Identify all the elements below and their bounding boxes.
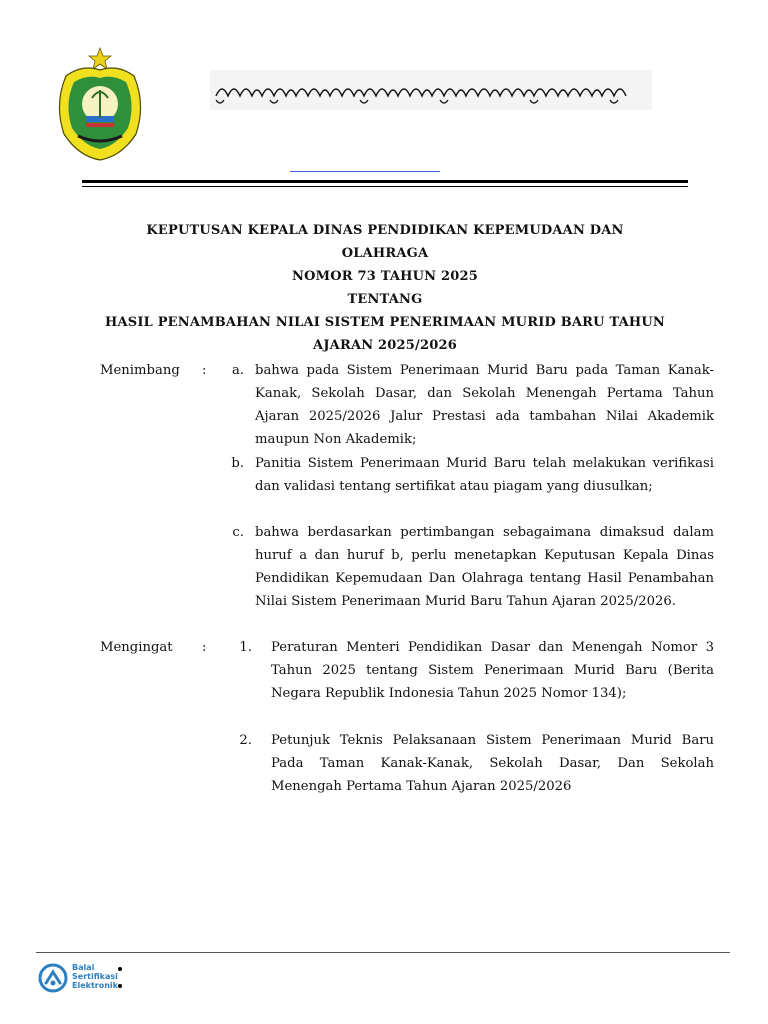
menimbang-label: Menimbang xyxy=(100,363,180,378)
bullet-dot xyxy=(118,984,122,988)
bullet-dot xyxy=(118,967,122,971)
star-icon xyxy=(89,48,111,69)
bsre-line-2: Sertifikasi xyxy=(72,972,118,981)
mengingat-colon: : xyxy=(202,640,207,655)
bsre-line-3: Elektronik xyxy=(72,981,118,990)
title-subject-line-2: AJARAN 2025/2026 xyxy=(313,338,457,353)
title-subject-line-1: HASIL PENAMBAHAN NILAI SISTEM PENERIMAAN MURID BARU TAHUN xyxy=(105,315,665,330)
title-line-1: KEPUTUSAN KEPALA DINAS PENDIDIKAN KEPEMUDAAN DAN xyxy=(146,223,624,238)
bsre-logo-icon xyxy=(38,963,68,993)
menimbang-marker-b: b. xyxy=(231,456,244,471)
mengingat-item-2: Petunjuk Teknis Pelaksanaan Sistem Penerimaan Murid Baru Pada Taman Kanak-Kanak, Sekolah Dasar, Dan Sekolah Menengah Pertama Tahun Ajaran 2025/2026 xyxy=(271,733,714,794)
mengingat-item-1: Peraturan Menteri Pendidikan Dasar dan Menengah Nomor 3 Tahun 2025 tentang Sistem Penerimaan Murid Baru (Berita Negara Republik Indonesia Tahun 2025 Nomor 134); xyxy=(271,640,714,701)
title-tentang: TENTANG xyxy=(347,292,423,307)
mengingat-marker-2: 2. xyxy=(239,733,252,748)
header-divider-thick xyxy=(82,180,688,183)
menimbang-item-b: Panitia Sistem Penerimaan Murid Baru telah melakukan verifikasi dan validasi tentang sertifikat atau piagam yang diusulkan; xyxy=(255,456,714,494)
menimbang-item-c: bahwa berdasarkan pertimbangan sebagaimana dimaksud dalam huruf a dan huruf b, perlu menetapkan Keputusan Kepala Dinas Pendidikan Kepemudaan Dan Olahraga tentang Hasil Penambahan Nilai Sistem Penerimaan Murid Baru Tahun Ajaran 2025/2026. xyxy=(255,525,714,609)
bsre-line-1: Balai xyxy=(72,963,95,972)
mengingat-label: Mengingat xyxy=(100,640,173,655)
javanese-script-line xyxy=(210,70,652,110)
footer-divider xyxy=(36,952,730,953)
decree-number: NOMOR 73 TAHUN 2025 xyxy=(292,269,478,284)
emblem-logo xyxy=(52,46,148,164)
menimbang-marker-c: c. xyxy=(232,525,244,540)
menimbang-item-a: bahwa pada Sistem Penerimaan Murid Baru pada Taman Kanak-Kanak, Sekolah Dasar, dan Sekolah Menengah Pertama Tahun Ajaran 2025/2026 Jalur Prestasi ada tambahan Nilai Akademik maupun Non Akademik; xyxy=(255,363,714,447)
menimbang-marker-a: a. xyxy=(231,363,244,378)
mengingat-marker-1: 1. xyxy=(239,640,252,655)
title-line-2: OLAHRAGA xyxy=(341,246,429,261)
bsre-wordmark xyxy=(72,963,132,990)
blue-underline xyxy=(290,171,440,172)
menimbang-colon: : xyxy=(202,363,207,378)
header-divider-thin xyxy=(82,186,688,187)
